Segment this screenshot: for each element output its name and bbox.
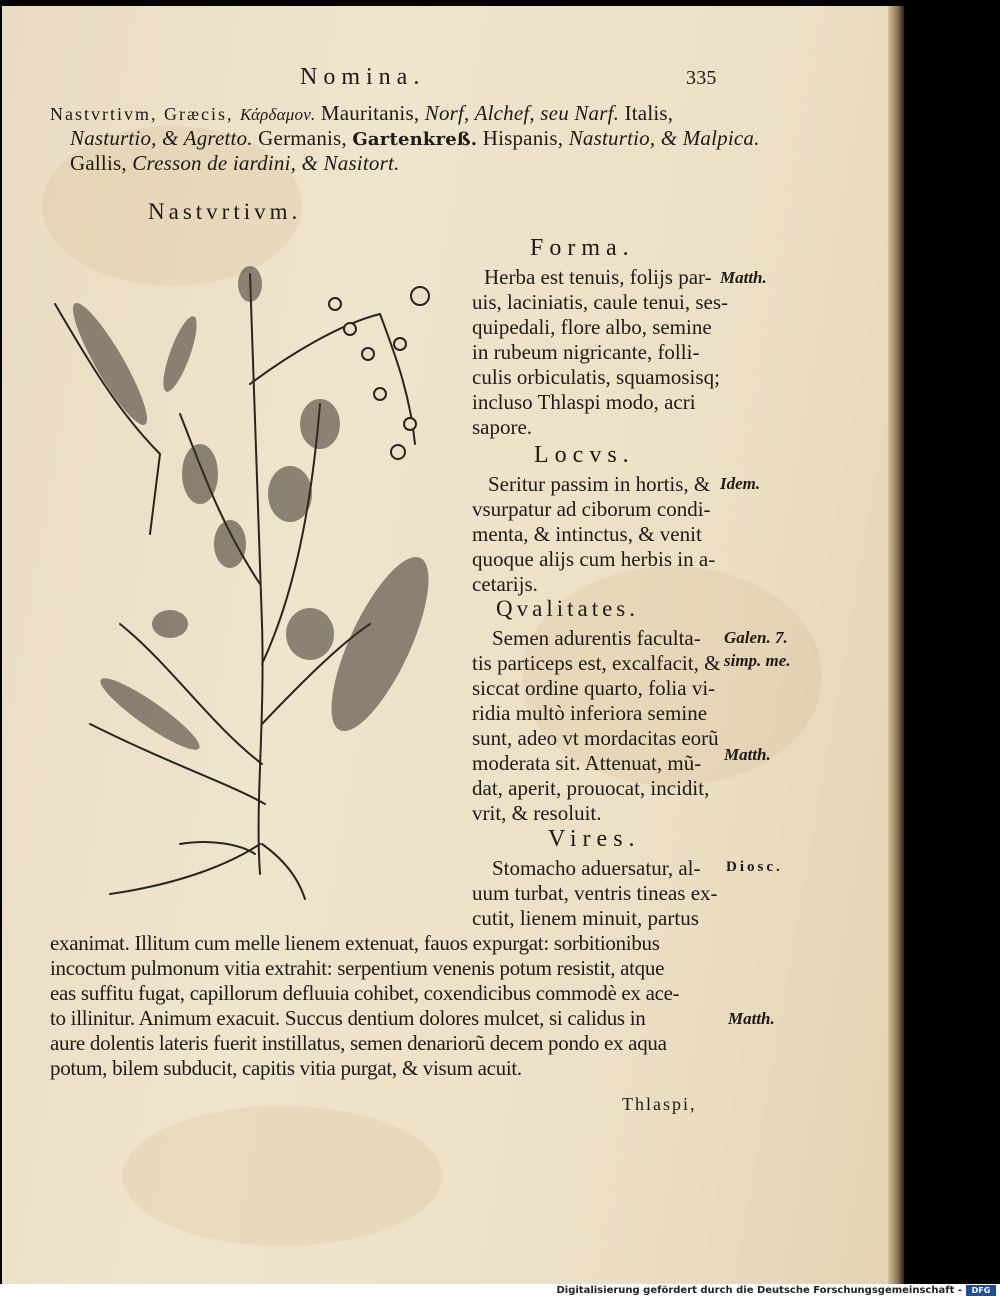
qualitates-line: tis particeps est, excalfacit, & <box>472 651 721 675</box>
vires-line: potum, bilem subducit, capitis vitia purgat, & visum acuit. <box>50 1056 522 1080</box>
locus-line: cetarijs. <box>472 572 538 596</box>
qualitates-line: sunt, adeo vt mordacitas eorũ <box>472 726 719 750</box>
nomina-italian: Nasturtio, & Agretto. <box>70 126 253 150</box>
section-heading-locus: Locvs. <box>534 442 635 468</box>
locus-line: menta, & intinctus, & venit <box>472 522 702 546</box>
vires-line: aure dolentis lateris fuerit instillatus, semen denariorũ decem pondo ex aqua <box>50 1031 667 1055</box>
forma-line: Herba est tenuis, folijs par- <box>484 265 712 289</box>
vires-line: cutit, lienem minuit, partus <box>472 906 699 930</box>
section-heading-vires: Vires. <box>548 826 641 852</box>
locus-line: vsurpatur ad ciborum condi- <box>472 497 711 521</box>
qualitates-line: Semen adurentis faculta- <box>492 626 701 650</box>
margin-note: Galen. 7. <box>724 628 788 647</box>
qualitates-line: moderata sit. Attenuat, mũ- <box>472 751 702 775</box>
qualitates-line: siccat ordine quarto, folia vi- <box>472 676 716 700</box>
forma-line: culis orbiculatis, squamosisq; <box>472 365 720 389</box>
vires-line: incoctum pulmonum vitia extrahit: serpentium venenis potum resistit, atque <box>50 956 665 980</box>
nomina-line-1 <box>50 100 673 128</box>
qualitates-line: vrit, & resoluit. <box>472 801 602 825</box>
book-page <box>2 6 898 1284</box>
vires-line: exanimat. Illitum cum melle lienem extenuat, fauos expurgat: sorbitionibus <box>50 931 660 955</box>
running-header: Nomina. <box>300 64 426 90</box>
section-heading-forma: Forma. <box>530 235 635 261</box>
forma-line: quipedali, flore albo, semine <box>472 315 712 339</box>
woodcut-plant-illustration <box>50 244 440 904</box>
nomina-label: Hispanis, <box>477 126 569 150</box>
footer-bar <box>0 1284 1000 1297</box>
locus-line: quoque alijs cum herbis in a- <box>472 547 716 571</box>
dfg-logo[interactable]: DFG <box>966 1285 996 1296</box>
vires-line: uum turbat, ventris tineas ex- <box>472 881 718 905</box>
forma-line: sapore. <box>472 415 533 439</box>
forma-line: uis, laciniatis, caule tenui, ses- <box>472 290 729 314</box>
margin-note: Matth. <box>728 1009 775 1028</box>
nomina-greek: Κάρδαμον. <box>240 105 316 124</box>
nomina-line-2 <box>70 125 760 153</box>
section-heading-qualitates: Qvalitates. <box>496 596 639 621</box>
nomina-label: Mauritanis, <box>315 101 425 125</box>
vires-line: eas suffitu fugat, capillorum defluuia cohibet, coxendicibus commodè ex ace- <box>50 981 680 1005</box>
nomina-label: Italis, <box>619 101 674 125</box>
nomina-arabic: Norf, Alchef, seu Narf. <box>424 101 620 125</box>
vires-line: Stomacho aduersatur, al- <box>492 856 701 880</box>
margin-note: Idem. <box>720 474 761 493</box>
nomina-french: Cresson de iardini, & Nasitort. <box>132 151 400 175</box>
qualitates-line: dat, aperit, prouocat, incidit, <box>472 776 710 800</box>
nomina-label: Germanis, <box>252 126 353 150</box>
page-number: 335 <box>686 67 717 89</box>
plant-title: Nastvrtivm. <box>148 199 302 224</box>
catchword: Thlaspi, <box>622 1094 697 1114</box>
footer-credit: Digitalisierung gefördert durch die Deutsche Forschungsgemeinschaft - <box>556 1285 962 1296</box>
nomina-latin: Nastvrtivm, Græcis, <box>50 104 240 124</box>
margin-note: Matth. <box>724 745 771 764</box>
page-edge <box>888 6 904 1284</box>
nomina-spanish: Nasturtio, & Malpica. <box>568 126 760 150</box>
nomina-german: Gartenkreß. <box>352 129 478 150</box>
nomina-label: Gallis, <box>70 151 133 175</box>
margin-note: Diosc. <box>726 859 783 875</box>
locus-line: Seritur passim in hortis, & <box>488 472 711 496</box>
nomina-line-3 <box>70 150 399 176</box>
margin-note: simp. me. <box>724 651 791 670</box>
vires-line: to illinitur. Animum exacuit. Succus dentium dolores mulcet, si calidus in <box>50 1006 646 1030</box>
margin-note: Matth. <box>720 268 767 287</box>
paper-stain <box>122 1106 442 1246</box>
forma-line: incluso Thlaspi modo, acri <box>472 390 696 414</box>
qualitates-line: ridia multò inferiora semine <box>472 701 708 725</box>
forma-line: in rubeum nigricante, folli- <box>472 340 700 364</box>
